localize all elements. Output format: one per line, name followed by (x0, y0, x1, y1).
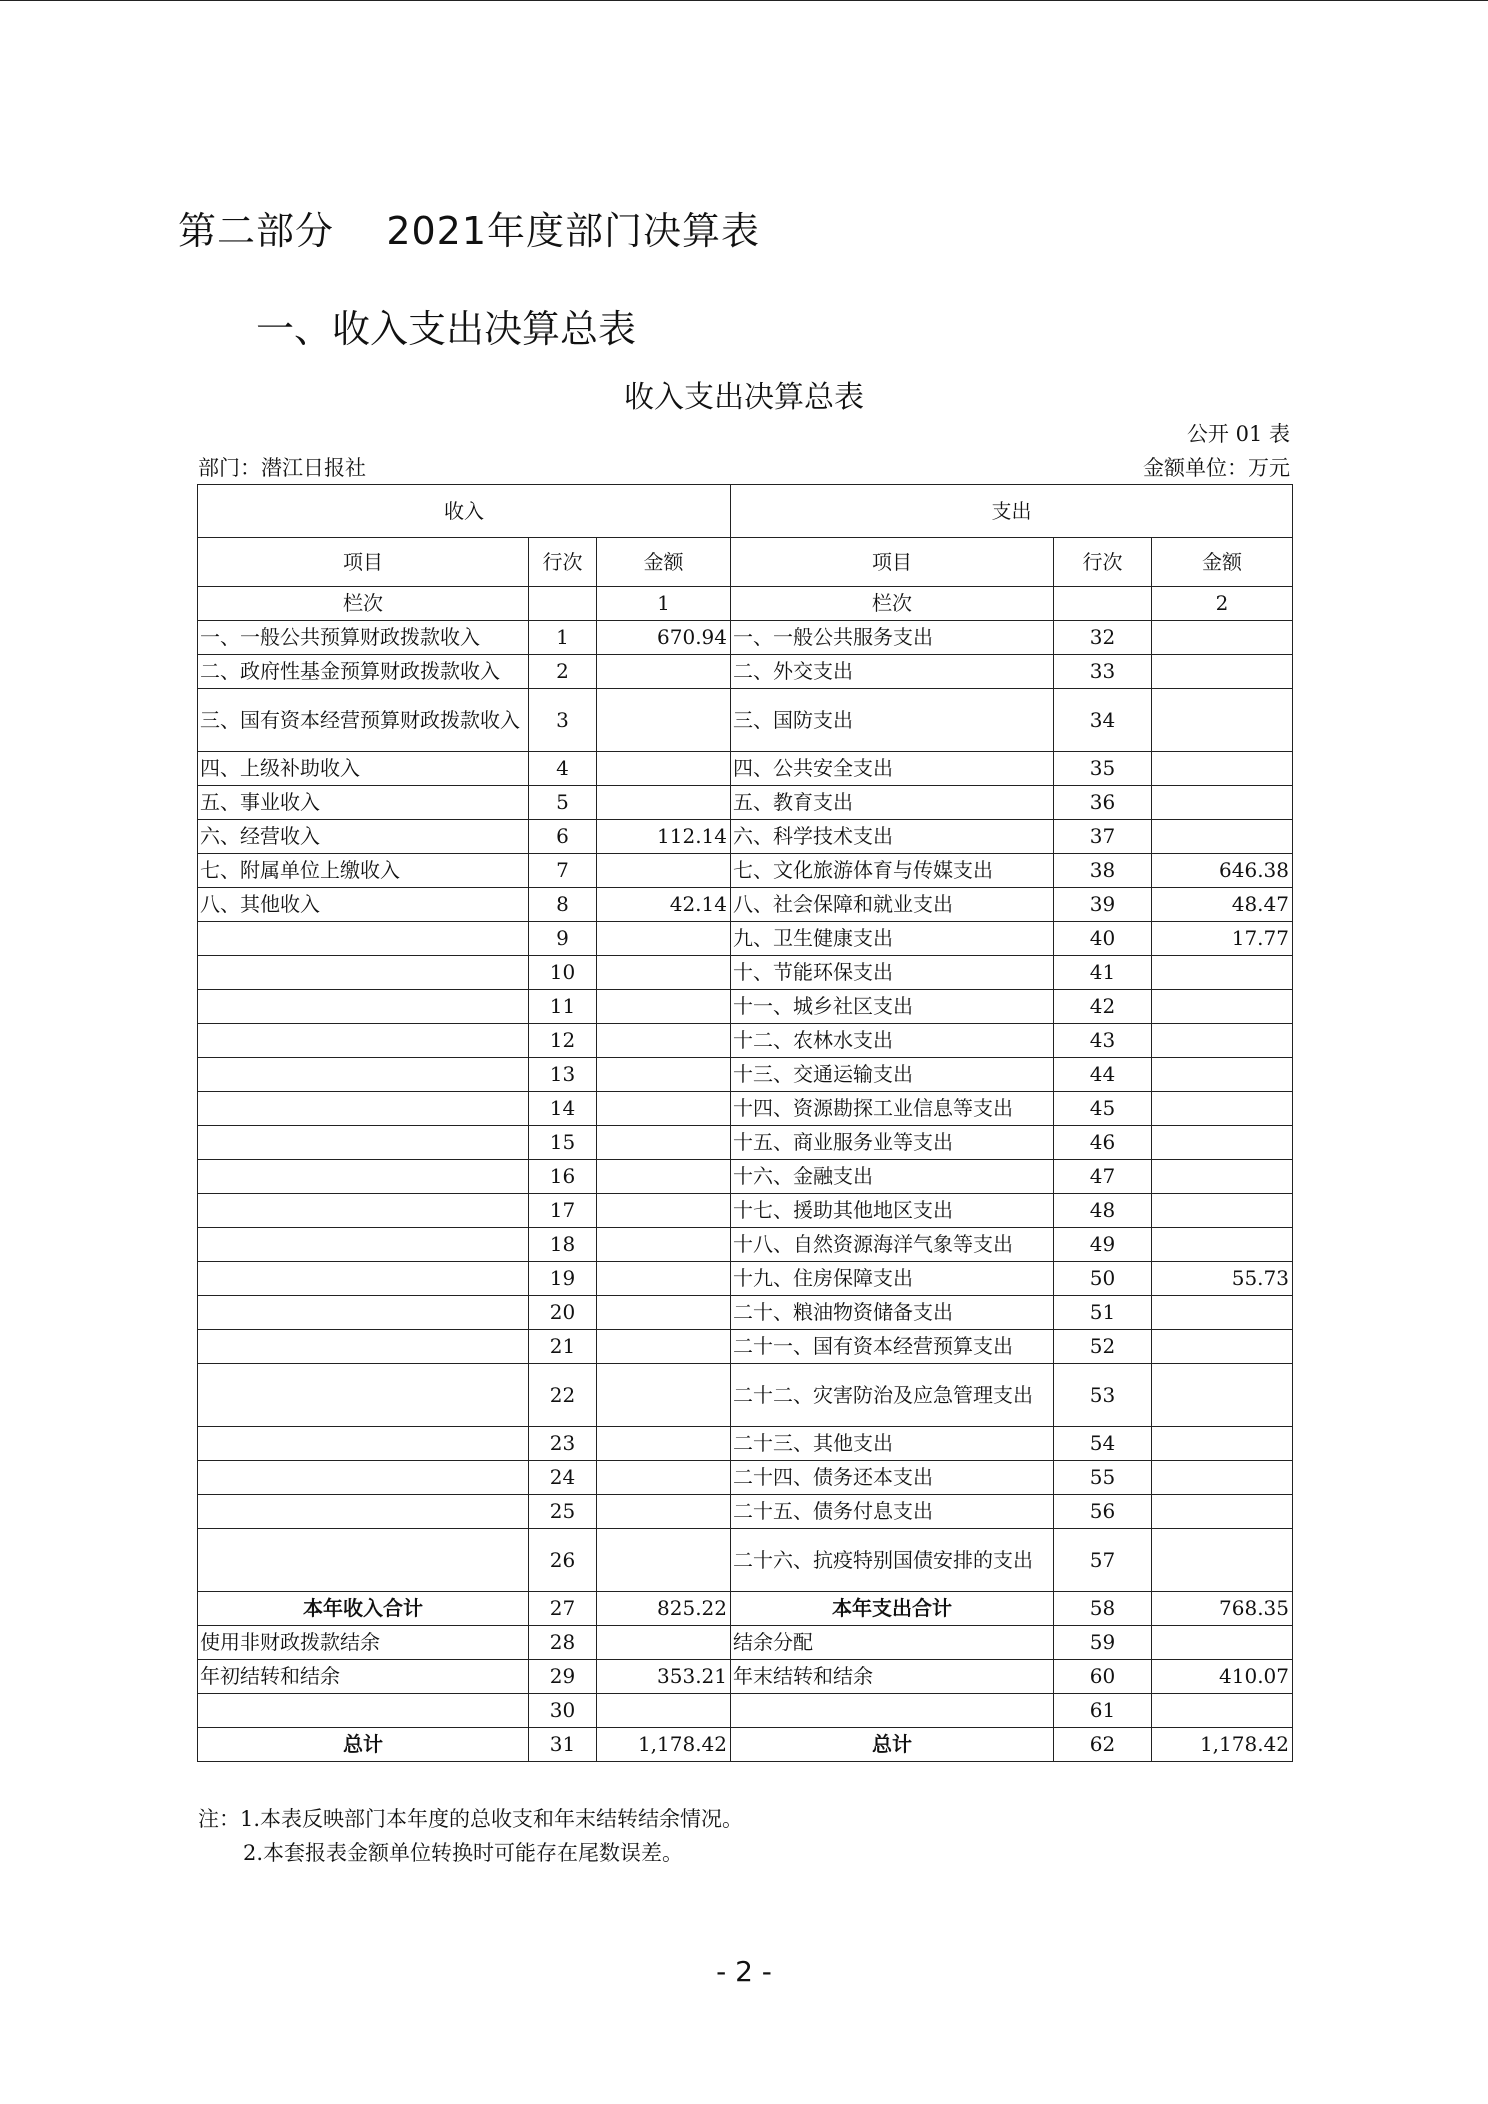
income-amount-cell: 825.22 (597, 1592, 731, 1626)
income-item-cell (198, 922, 529, 956)
income-item-cell (198, 1529, 529, 1592)
income-amount-cell (597, 1461, 731, 1495)
expense-amount-cell (1152, 1058, 1293, 1092)
expense-line-cell: 48 (1054, 1194, 1152, 1228)
income-line-cell: 12 (529, 1024, 597, 1058)
table-row (198, 922, 1293, 956)
income-item-cell (198, 1427, 529, 1461)
table-group-header (198, 485, 1293, 538)
expense-item-cell: 十四、资源勘探工业信息等支出 (731, 1092, 1054, 1126)
expense-amount-cell (1152, 1495, 1293, 1529)
income-item-cell (198, 1194, 529, 1228)
table-row (198, 820, 1293, 854)
table-row (198, 1461, 1293, 1495)
expense-item-cell: 总计 (731, 1728, 1054, 1762)
table-row (198, 655, 1293, 689)
income-item-cell (198, 1126, 529, 1160)
expense-amount-cell (1152, 1228, 1293, 1262)
expense-item-cell: 七、文化旅游体育与传媒支出 (731, 854, 1054, 888)
income-item-cell: 三、国有资本经营预算财政拨款收入 (198, 689, 529, 752)
table-row (198, 752, 1293, 786)
income-amount-cell (597, 1160, 731, 1194)
income-item-cell (198, 1262, 529, 1296)
expense-line-cell: 36 (1054, 786, 1152, 820)
table-row (198, 1024, 1293, 1058)
expense-amount-cell (1152, 1296, 1293, 1330)
income-line-cell: 5 (529, 786, 597, 820)
income-amount-cell (597, 655, 731, 689)
expense-amount-cell (1152, 1126, 1293, 1160)
expense-amount-cell (1152, 1194, 1293, 1228)
expense-line-cell: 56 (1054, 1495, 1152, 1529)
income-amount-cell: 353.21 (597, 1660, 731, 1694)
expense-item-cell: 本年支出合计 (731, 1592, 1054, 1626)
income-amount-cell: 112.14 (597, 820, 731, 854)
expense-amount-cell (1152, 786, 1293, 820)
income-item-cell (198, 990, 529, 1024)
expense-amount-cell: 768.35 (1152, 1592, 1293, 1626)
income-amount-cell (597, 1694, 731, 1728)
income-item-cell (198, 1228, 529, 1262)
income-amount-cell (597, 752, 731, 786)
expense-item-cell: 十三、交通运输支出 (731, 1058, 1054, 1092)
expense-amount-cell: 646.38 (1152, 854, 1293, 888)
income-item-cell: 使用非财政拨款结余 (198, 1626, 529, 1660)
income-expense-table (197, 484, 1293, 1762)
table-row (198, 621, 1293, 655)
expense-item-cell: 十二、农林水支出 (731, 1024, 1054, 1058)
expense-line-cell: 54 (1054, 1427, 1152, 1461)
table-row (198, 1694, 1293, 1728)
income-line-cell: 26 (529, 1529, 597, 1592)
table-row (198, 1495, 1293, 1529)
income-item-cell (198, 1330, 529, 1364)
expense-item-cell: 二十二、灾害防治及应急管理支出 (731, 1364, 1054, 1427)
table-row (198, 1728, 1293, 1762)
income-amount-cell (597, 1495, 731, 1529)
department-label: 部门：潜江日报社 (198, 456, 366, 480)
table-row (198, 1364, 1293, 1427)
expense-line-cell: 60 (1054, 1660, 1152, 1694)
income-item-cell: 年初结转和结余 (198, 1660, 529, 1694)
income-line-cell: 1 (529, 621, 597, 655)
section-title: 第二部分 2021年度部门决算表 (178, 209, 761, 253)
table-title: 收入支出决算总表 (624, 380, 864, 415)
income-item-cell: 本年收入合计 (198, 1592, 529, 1626)
expense-amount-cell (1152, 1330, 1293, 1364)
expense-amount-cell (1152, 621, 1293, 655)
note-line: 2.本套报表金额单位转换时可能存在尾数误差。 (243, 1841, 684, 1865)
expense-line-cell: 51 (1054, 1296, 1152, 1330)
expense-item-cell: 十六、金融支出 (731, 1160, 1054, 1194)
expense-amount-cell (1152, 1024, 1293, 1058)
income-line-cell: 2 (529, 655, 597, 689)
expense-item-cell: 二十三、其他支出 (731, 1427, 1054, 1461)
table-row (198, 888, 1293, 922)
income-amount-cell (597, 990, 731, 1024)
income-item-cell: 八、其他收入 (198, 888, 529, 922)
income-line-cell: 7 (529, 854, 597, 888)
income-column-number: 1 (597, 587, 731, 621)
expense-line-cell: 45 (1054, 1092, 1152, 1126)
table-row (198, 1194, 1293, 1228)
note-line: 注：1.本表反映部门本年度的总收支和年末结转结余情况。 (198, 1807, 744, 1831)
expense-amount-header: 金额 (1152, 538, 1293, 587)
expense-amount-cell (1152, 820, 1293, 854)
income-line-cell: 28 (529, 1626, 597, 1660)
expense-line-cell: 46 (1054, 1126, 1152, 1160)
income-item-cell (198, 1092, 529, 1126)
expense-line-cell: 32 (1054, 621, 1152, 655)
income-line-cell: 3 (529, 689, 597, 752)
expense-item-cell: 十、节能环保支出 (731, 956, 1054, 990)
sub-title: 一、收入支出决算总表 (256, 307, 637, 351)
income-item-cell: 六、经营收入 (198, 820, 529, 854)
income-amount-cell (597, 922, 731, 956)
income-amount-cell (597, 854, 731, 888)
income-item-cell (198, 1058, 529, 1092)
page-top-border (0, 0, 1488, 1)
income-amount-header: 金额 (597, 538, 731, 587)
income-line-cell: 4 (529, 752, 597, 786)
expense-column-label: 栏次 (731, 587, 1054, 621)
expense-amount-cell (1152, 1427, 1293, 1461)
income-line-cell: 29 (529, 1660, 597, 1694)
income-item-cell (198, 956, 529, 990)
table-row (198, 1092, 1293, 1126)
table-body (198, 621, 1293, 1762)
income-item-header: 项目 (198, 538, 529, 587)
table-row (198, 1626, 1293, 1660)
table-row (198, 689, 1293, 752)
income-amount-cell (597, 1024, 731, 1058)
expense-item-cell: 一、一般公共服务支出 (731, 621, 1054, 655)
unit-label: 金额单位：万元 (1143, 456, 1290, 480)
table-row (198, 854, 1293, 888)
expense-item-cell: 十一、城乡社区支出 (731, 990, 1054, 1024)
income-line-cell: 21 (529, 1330, 597, 1364)
income-line-cell: 22 (529, 1364, 597, 1427)
income-amount-cell (597, 1228, 731, 1262)
expense-item-cell: 六、科学技术支出 (731, 820, 1054, 854)
expense-line-cell: 53 (1054, 1364, 1152, 1427)
table-row (198, 956, 1293, 990)
expense-amount-cell: 55.73 (1152, 1262, 1293, 1296)
expense-line-cell: 40 (1054, 922, 1152, 956)
expense-item-cell: 三、国防支出 (731, 689, 1054, 752)
expense-line-cell: 38 (1054, 854, 1152, 888)
expense-amount-cell (1152, 1364, 1293, 1427)
table-row (198, 1228, 1293, 1262)
income-amount-cell (597, 1126, 731, 1160)
income-line-cell: 20 (529, 1296, 597, 1330)
income-amount-cell (597, 786, 731, 820)
expense-item-cell: 二十、粮油物资储备支出 (731, 1296, 1054, 1330)
income-item-cell (198, 1461, 529, 1495)
expense-line-cell: 62 (1054, 1728, 1152, 1762)
income-line-cell: 14 (529, 1092, 597, 1126)
expense-line-cell: 42 (1054, 990, 1152, 1024)
expense-line-cell: 37 (1054, 820, 1152, 854)
table-column-header (198, 538, 1293, 587)
expense-amount-cell (1152, 1461, 1293, 1495)
expense-line-cell: 50 (1054, 1262, 1152, 1296)
table-row (198, 786, 1293, 820)
expense-item-cell: 年末结转和结余 (731, 1660, 1054, 1694)
table-row (198, 1660, 1293, 1694)
income-line-cell: 8 (529, 888, 597, 922)
expense-line-cell: 59 (1054, 1626, 1152, 1660)
income-column-label: 栏次 (198, 587, 529, 621)
income-item-cell: 四、上级补助收入 (198, 752, 529, 786)
expense-item-cell: 十九、住房保障支出 (731, 1262, 1054, 1296)
income-amount-cell (597, 1262, 731, 1296)
table-row (198, 1126, 1293, 1160)
table-notes (198, 1802, 743, 1870)
expense-amount-cell (1152, 990, 1293, 1024)
income-item-cell (198, 1296, 529, 1330)
expense-line-cell: 35 (1054, 752, 1152, 786)
expense-item-cell: 十八、自然资源海洋气象等支出 (731, 1228, 1054, 1262)
expense-line-cell: 58 (1054, 1592, 1152, 1626)
income-item-cell (198, 1364, 529, 1427)
table-row (198, 1058, 1293, 1092)
income-amount-cell (597, 956, 731, 990)
table-row (198, 1529, 1293, 1592)
table-row (198, 1427, 1293, 1461)
expense-item-cell: 二十四、债务还本支出 (731, 1461, 1054, 1495)
expense-line-cell: 44 (1054, 1058, 1152, 1092)
expense-amount-cell (1152, 1160, 1293, 1194)
expense-line-header: 行次 (1054, 538, 1152, 587)
table-row (198, 1330, 1293, 1364)
expense-line-cell: 55 (1054, 1461, 1152, 1495)
expense-amount-cell (1152, 1626, 1293, 1660)
table-row (198, 1592, 1293, 1626)
income-item-cell: 总计 (198, 1728, 529, 1762)
income-line-cell: 15 (529, 1126, 597, 1160)
expense-amount-cell (1152, 1092, 1293, 1126)
expense-item-cell: 十五、商业服务业等支出 (731, 1126, 1054, 1160)
income-line-cell: 9 (529, 922, 597, 956)
expense-amount-cell: 17.77 (1152, 922, 1293, 956)
income-amount-cell (597, 1194, 731, 1228)
income-line-cell: 13 (529, 1058, 597, 1092)
income-item-cell (198, 1160, 529, 1194)
expense-line-cell: 47 (1054, 1160, 1152, 1194)
income-amount-cell (597, 1092, 731, 1126)
expense-item-header: 项目 (731, 538, 1054, 587)
income-amount-cell: 42.14 (597, 888, 731, 922)
income-line-cell: 25 (529, 1495, 597, 1529)
expense-amount-cell: 48.47 (1152, 888, 1293, 922)
income-line-cell: 27 (529, 1592, 597, 1626)
income-item-cell (198, 1694, 529, 1728)
income-line-cell: 31 (529, 1728, 597, 1762)
income-item-cell: 七、附属单位上缴收入 (198, 854, 529, 888)
expense-line-cell: 57 (1054, 1529, 1152, 1592)
expense-line-cell: 52 (1054, 1330, 1152, 1364)
income-header: 收入 (198, 485, 731, 538)
income-amount-cell: 670.94 (597, 621, 731, 655)
expense-amount-cell (1152, 752, 1293, 786)
column-number-row (198, 587, 1293, 621)
expense-line-cell: 49 (1054, 1228, 1152, 1262)
income-line-cell: 24 (529, 1461, 597, 1495)
expense-line-cell: 43 (1054, 1024, 1152, 1058)
income-line-cell: 18 (529, 1228, 597, 1262)
table-row (198, 1160, 1293, 1194)
expense-amount-cell (1152, 1529, 1293, 1592)
expense-amount-cell: 1,178.42 (1152, 1728, 1293, 1762)
expense-item-cell: 十七、援助其他地区支出 (731, 1194, 1054, 1228)
income-amount-cell (597, 1529, 731, 1592)
expense-line-cell: 41 (1054, 956, 1152, 990)
income-line-cell: 11 (529, 990, 597, 1024)
expense-amount-cell (1152, 689, 1293, 752)
table-row (198, 990, 1293, 1024)
income-line-cell: 30 (529, 1694, 597, 1728)
table-row (198, 1262, 1293, 1296)
expense-column-number: 2 (1152, 587, 1293, 621)
income-line-cell: 19 (529, 1262, 597, 1296)
income-amount-cell (597, 1296, 731, 1330)
expense-item-cell: 五、教育支出 (731, 786, 1054, 820)
expense-item-cell: 四、公共安全支出 (731, 752, 1054, 786)
income-line-cell: 6 (529, 820, 597, 854)
income-line-header: 行次 (529, 538, 597, 587)
expense-line-blank (1054, 587, 1152, 621)
expense-item-cell: 二十六、抗疫特别国债安排的支出 (731, 1529, 1054, 1592)
expense-line-cell: 33 (1054, 655, 1152, 689)
income-amount-cell (597, 1058, 731, 1092)
expense-item-cell (731, 1694, 1054, 1728)
income-item-cell: 二、政府性基金预算财政拨款收入 (198, 655, 529, 689)
form-number: 公开 01 表 (1186, 422, 1290, 446)
expense-amount-cell (1152, 655, 1293, 689)
income-item-cell (198, 1495, 529, 1529)
expense-item-cell: 八、社会保障和就业支出 (731, 888, 1054, 922)
income-item-cell (198, 1024, 529, 1058)
table-row (198, 1296, 1293, 1330)
expense-item-cell: 二十一、国有资本经营预算支出 (731, 1330, 1054, 1364)
income-amount-cell (597, 1364, 731, 1427)
expense-line-cell: 34 (1054, 689, 1152, 752)
expense-amount-cell (1152, 1694, 1293, 1728)
income-line-blank (529, 587, 597, 621)
expense-item-cell: 结余分配 (731, 1626, 1054, 1660)
income-item-cell: 五、事业收入 (198, 786, 529, 820)
expense-line-cell: 39 (1054, 888, 1152, 922)
expense-item-cell: 九、卫生健康支出 (731, 922, 1054, 956)
income-item-cell: 一、一般公共预算财政拨款收入 (198, 621, 529, 655)
income-amount-cell: 1,178.42 (597, 1728, 731, 1762)
expense-amount-cell: 410.07 (1152, 1660, 1293, 1694)
expense-header: 支出 (731, 485, 1293, 538)
income-line-cell: 16 (529, 1160, 597, 1194)
income-line-cell: 10 (529, 956, 597, 990)
income-amount-cell (597, 1626, 731, 1660)
income-amount-cell (597, 1330, 731, 1364)
expense-amount-cell (1152, 956, 1293, 990)
income-amount-cell (597, 1427, 731, 1461)
income-amount-cell (597, 689, 731, 752)
expense-item-cell: 二、外交支出 (731, 655, 1054, 689)
income-line-cell: 17 (529, 1194, 597, 1228)
expense-line-cell: 61 (1054, 1694, 1152, 1728)
expense-item-cell: 二十五、债务付息支出 (731, 1495, 1054, 1529)
page-number: - 2 - (716, 1955, 772, 1988)
income-line-cell: 23 (529, 1427, 597, 1461)
